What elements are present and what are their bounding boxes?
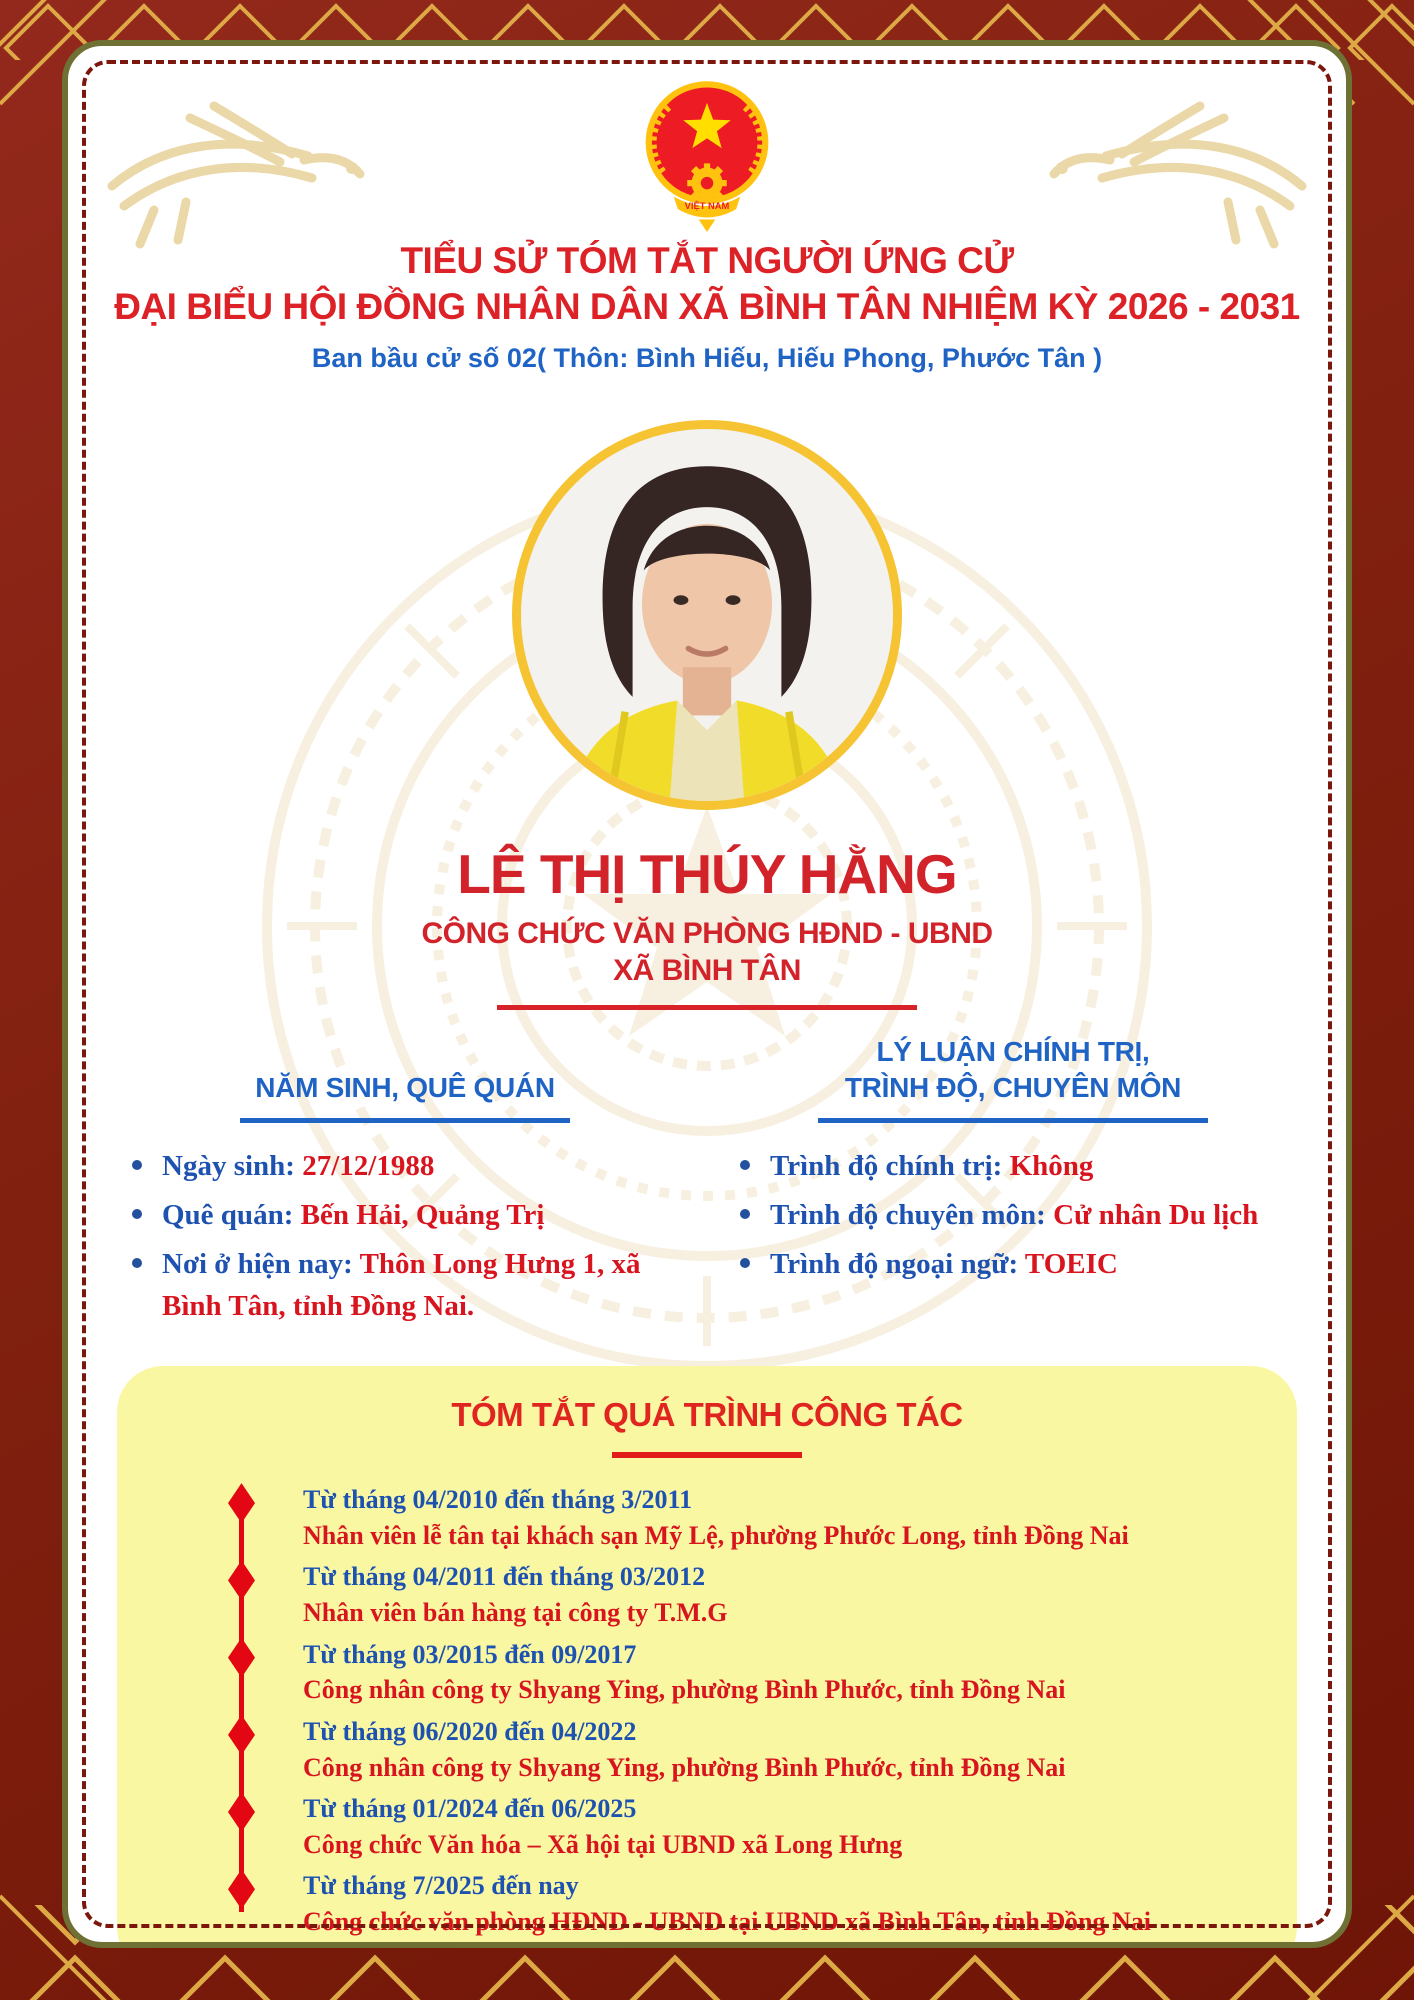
info-label: Ngày sinh: <box>162 1149 295 1182</box>
bullet-icon <box>132 1209 142 1219</box>
diamond-marker-icon <box>228 1869 255 1909</box>
entry-role: Công chức Văn hóa – Xã hội tại UBND xã Long Hưng <box>303 1829 903 1859</box>
poster-title-line1: TIỂU SỬ TÓM TẮT NGƯỜI ỨNG CỬ <box>400 240 1014 281</box>
career-title-underline <box>612 1452 802 1458</box>
timeline-entry <box>239 1870 1253 1938</box>
entry-period: Từ tháng 04/2010 đến tháng 3/2011 <box>303 1485 693 1515</box>
bullet-icon <box>740 1258 750 1268</box>
birth-section-title: NĂM SINH, QUÊ QUÁN <box>255 1071 555 1103</box>
diamond-marker-icon <box>228 1560 255 1600</box>
info-label: Trình độ chính trị: <box>770 1150 1003 1183</box>
election-board-line: Ban bầu cử số 02( Thôn: Bình Hiếu, Hiếu Phong, Phước Tân ) <box>311 343 1103 374</box>
diamond-marker-icon <box>228 1483 255 1523</box>
diamond-marker-icon <box>228 1715 255 1755</box>
birth-info-list <box>132 1145 678 1327</box>
timeline-entry <box>239 1793 1253 1861</box>
info-value: Không <box>1009 1150 1094 1183</box>
bullet-icon <box>132 1160 142 1170</box>
candidate-portrait-illustration <box>521 429 893 801</box>
qualification-section-title <box>740 1034 1286 1107</box>
candidate-position-line1: CÔNG CHỨC VĂN PHÒNG HĐND - UBND <box>421 916 993 950</box>
info-label: Trình độ chuyên môn: <box>770 1199 1046 1232</box>
qualification-section-underline <box>818 1118 1208 1123</box>
timeline-entry <box>239 1561 1253 1629</box>
career-summary-box <box>117 1366 1297 1948</box>
candidate-position-line2: XÃ BÌNH TÂN <box>613 953 801 987</box>
career-timeline <box>239 1484 1253 1938</box>
name-underline <box>497 1005 917 1010</box>
entry-role: Công nhân công ty Shyang Ying, phường Bình Phước, tỉnh Đồng Nai <box>303 1675 1066 1705</box>
bullet-icon <box>740 1160 750 1170</box>
diamond-marker-icon <box>228 1638 255 1678</box>
list-item <box>740 1243 1286 1285</box>
info-value: Bến Hải, Quảng Trị <box>300 1199 545 1232</box>
qualification-title-line1: LÝ LUẬN CHÍNH TRỊ, <box>876 1035 1150 1067</box>
list-item <box>132 1194 678 1236</box>
emblem-wrap <box>68 76 1346 232</box>
info-value: Cử nhân Du lịch <box>1053 1199 1259 1232</box>
timeline-entry <box>239 1716 1253 1784</box>
info-columns <box>110 1034 1304 1335</box>
entry-period: Từ tháng 7/2025 đến nay <box>303 1871 579 1901</box>
entry-role: Nhân viên lễ tân tại khách sạn Mỹ Lệ, phường Phước Long, tỉnh Đồng Nai <box>303 1520 1129 1550</box>
career-title: TÓM TẮT QUÁ TRÌNH CÔNG TÁC <box>451 1396 963 1434</box>
entry-period: Từ tháng 03/2015 đến 09/2017 <box>303 1639 637 1669</box>
info-label: Trình độ ngoại ngữ: <box>770 1248 1019 1281</box>
emblem-caption: VIỆT NAM <box>684 201 730 212</box>
entry-role: Công chức văn phòng HĐND - UBND tại UBND xã Bình Tân, tỉnh Đồng Nai <box>303 1906 1152 1936</box>
list-item <box>132 1243 678 1327</box>
list-item <box>132 1145 678 1187</box>
info-label: Nơi ở hiện nay: <box>162 1248 353 1281</box>
info-value: Thôn Long Hưng 1, xã Bình Tân, tỉnh Đồng Nai. <box>162 1248 641 1323</box>
birth-section-underline <box>240 1118 570 1123</box>
qualification-section <box>694 1034 1304 1335</box>
vietnam-national-emblem-icon <box>644 76 770 232</box>
entry-role: Nhân viên bán hàng tại công ty T.M.G <box>303 1598 728 1628</box>
qualification-title-line2: TRÌNH ĐỘ, CHUYÊN MÔN <box>844 1071 1182 1103</box>
timeline-entry <box>239 1639 1253 1707</box>
info-value: TOEIC <box>1024 1248 1118 1281</box>
entry-period: Từ tháng 06/2020 đến 04/2022 <box>303 1716 637 1746</box>
bullet-icon <box>132 1258 142 1268</box>
card-content <box>68 46 1346 1942</box>
list-item <box>740 1145 1286 1187</box>
timeline-entry <box>239 1484 1253 1552</box>
candidate-name: LÊ THỊ THÚY HẰNG <box>457 843 957 906</box>
info-value: 27/12/1988 <box>302 1149 435 1182</box>
entry-role: Công nhân công ty Shyang Ying, phường Bình Phước, tỉnh Đồng Nai <box>303 1752 1066 1782</box>
biography-card <box>62 40 1352 1948</box>
entry-period: Từ tháng 04/2011 đến tháng 03/2012 <box>303 1562 706 1592</box>
birth-section <box>110 1034 694 1335</box>
candidate-photo <box>512 420 902 810</box>
bullet-icon <box>740 1209 750 1219</box>
qualification-info-list <box>740 1145 1286 1285</box>
entry-period: Từ tháng 01/2024 đến 06/2025 <box>303 1794 637 1824</box>
info-label: Quê quán: <box>162 1199 294 1232</box>
poster-title-line2: ĐẠI BIỂU HỘI ĐỒNG NHÂN DÂN XÃ BÌNH TÂN NHIỆM KỲ 2026 - 2031 <box>114 285 1300 327</box>
list-item <box>740 1194 1286 1236</box>
diamond-marker-icon <box>228 1792 255 1832</box>
